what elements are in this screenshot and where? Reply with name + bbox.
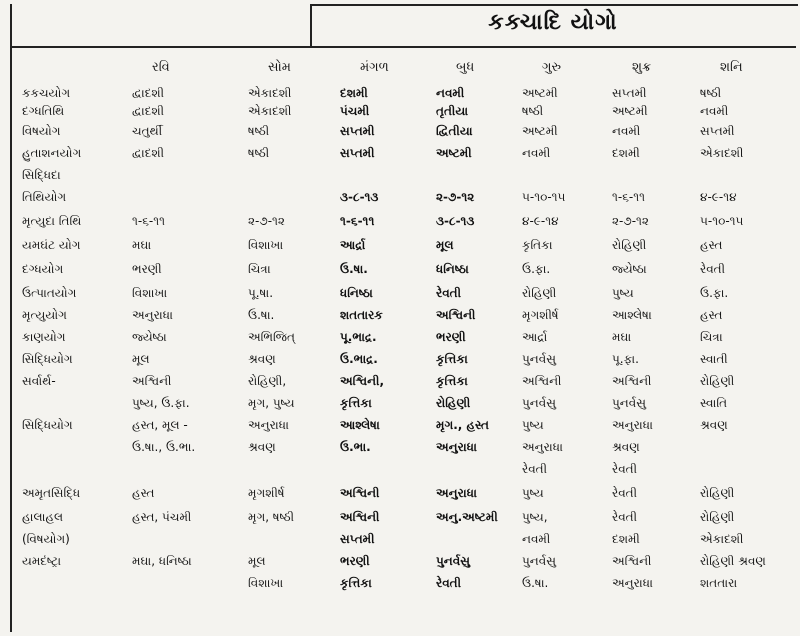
table-cell: મૃગ., હસ્ત bbox=[436, 418, 489, 432]
table-cell: આશ્લેષા bbox=[612, 308, 652, 322]
row-label: તિથિયોગ bbox=[22, 190, 67, 204]
table-cell: નવમી bbox=[522, 532, 551, 546]
table-cell: અશ્વિની bbox=[436, 308, 476, 322]
table-cell: સપ્તમી bbox=[340, 532, 375, 546]
table-cell: અનુરાધા bbox=[436, 440, 477, 454]
table-cell: નવમી bbox=[436, 86, 465, 100]
table-cell: અનુરાધા bbox=[612, 418, 653, 432]
row-label: અમૃતસિદ્ધિ bbox=[22, 486, 81, 500]
row-label: સિદ્ધિયોગ bbox=[22, 352, 73, 366]
table-cell: અશ્વિની bbox=[612, 374, 652, 388]
table-cell: હસ્ત bbox=[700, 308, 723, 322]
row-label: (વિષયોગ) bbox=[22, 532, 70, 546]
table-cell: પુનર્વસુ bbox=[436, 554, 470, 568]
table-cell: પૂ.ભાદ્ર. bbox=[340, 330, 377, 344]
table-cell: ૧-૬-૧૧ bbox=[132, 214, 166, 228]
table-cell: શતતારક bbox=[340, 308, 383, 322]
row-label: મૃત્યુદા તિથિ bbox=[22, 214, 82, 228]
table-cell: રેવતી bbox=[700, 262, 726, 276]
table-cell: દશમી bbox=[612, 532, 640, 546]
table-cell: એકાદશી bbox=[700, 146, 744, 160]
table-cell: સપ્તમી bbox=[612, 86, 647, 100]
table-cell: રોહિણી bbox=[700, 486, 735, 500]
table-cell: નવમી bbox=[612, 124, 641, 138]
table-cell: પુનર્વસુ bbox=[612, 396, 646, 410]
table-cell: અનુરાધા bbox=[612, 576, 653, 590]
table-cell: દ્વાદશી bbox=[132, 86, 165, 100]
row-label: હાલાહલ bbox=[22, 510, 64, 524]
table-cell: અનુરાધા bbox=[522, 440, 563, 454]
table-cell: એકાદશી bbox=[700, 532, 744, 546]
row-label: સર્વાર્થ- bbox=[22, 374, 56, 388]
table-cell: ચિત્રા bbox=[248, 262, 271, 276]
table-cell: રોહિણી bbox=[700, 374, 735, 388]
row-label: હુતાશનયોગ bbox=[22, 146, 82, 160]
table-cell: મઘા bbox=[612, 330, 632, 344]
row-label: સિદ્ધિદા bbox=[22, 168, 61, 182]
table-cell: તૃતીયા bbox=[436, 104, 469, 118]
table-cell: રોહિણી bbox=[436, 396, 471, 410]
table-cell: રોહિણી શ્રવણ bbox=[700, 554, 766, 568]
table-cell: અષ્ટમી bbox=[522, 124, 558, 138]
row-label: યમદંષ્ટ્રા bbox=[22, 554, 62, 568]
column-header-6: શનિ bbox=[720, 60, 743, 75]
page-title: કક્ચાદિ યોગો bbox=[488, 10, 618, 35]
table-cell: હસ્ત bbox=[700, 238, 723, 252]
table-cell: ઉ.ભા. bbox=[340, 440, 371, 454]
table-cell: મૂલ bbox=[436, 238, 454, 252]
column-header-4: ગુરુ bbox=[542, 60, 562, 75]
table-cell: મૃગ, પુષ્ય bbox=[248, 396, 295, 410]
table-cell: અશ્વિની bbox=[340, 510, 380, 524]
table-cell: નવમી bbox=[522, 146, 551, 160]
table-cell: ૪-૯-૧૪ bbox=[700, 190, 737, 204]
table-cell: રેવતી bbox=[522, 462, 548, 476]
table-cell: ૧-૬-૧૧ bbox=[340, 214, 375, 228]
table-cell: ષષ્ઠી bbox=[522, 104, 544, 118]
table-cell: ૩-૮-૧૩ bbox=[436, 214, 475, 228]
table-cell: ઉ.ફા. bbox=[700, 286, 729, 300]
table-cell: અશ્વિની bbox=[340, 486, 380, 500]
column-header-1: સોમ bbox=[268, 60, 291, 75]
table-cell: વિશાખા bbox=[132, 286, 168, 300]
table-cell: શ્રવણ bbox=[612, 440, 640, 454]
column-header-2: મંગળ bbox=[360, 60, 389, 75]
row-label: દગ્ધયોગ bbox=[22, 262, 64, 276]
table-cell: પુષ્ય, bbox=[522, 510, 548, 524]
table-cell: કૃત્તિકા bbox=[436, 374, 468, 388]
table-cell: અષ્ટમી bbox=[522, 86, 558, 100]
table-cell: મૃગશીર્ષ bbox=[522, 308, 559, 322]
table-cell: આર્દ્રા bbox=[340, 238, 366, 252]
table-cell: આર્દ્રા bbox=[522, 330, 548, 344]
row-label: વિષયોગ bbox=[22, 124, 61, 138]
table-cell: ઉ.ષા. bbox=[522, 576, 549, 590]
table-cell: પુષ્ય bbox=[522, 418, 544, 432]
table-cell: મઘા bbox=[132, 238, 152, 252]
table-cell: અનુરાધા bbox=[132, 308, 173, 322]
table-cell: રેવતી bbox=[612, 462, 638, 476]
table-cell: અશ્વિની bbox=[132, 374, 172, 388]
row-label: યમઘંટ યોગ bbox=[22, 238, 81, 252]
table-cell: હસ્ત, મૂલ - bbox=[132, 418, 188, 432]
table-cell: વિશાખા bbox=[248, 238, 284, 252]
table-cell: દશમી bbox=[612, 146, 640, 160]
table-cell: શ્રવણ bbox=[248, 352, 276, 366]
table-cell: શતતારા bbox=[700, 576, 738, 590]
table-cell: સ્વાતિ bbox=[700, 396, 728, 410]
table-cell: અનુરાધા bbox=[436, 486, 477, 500]
table-cell: પુષ્ય bbox=[612, 286, 634, 300]
table-cell: અશ્વિની bbox=[522, 374, 562, 388]
table-cell: રેવતી bbox=[612, 510, 638, 524]
table-cell: ધનિષ્ઠા bbox=[436, 262, 469, 276]
row-label: સિદ્ધિયોગ bbox=[22, 418, 73, 432]
table-cell: અશ્વિની, bbox=[340, 374, 385, 388]
table-cell: ભરણી bbox=[132, 262, 162, 276]
table-cell: પૂ.ફા. bbox=[612, 352, 639, 366]
table-cell: અષ્ટમી bbox=[612, 104, 648, 118]
table-cell: ૪-૯-૧૪ bbox=[522, 214, 559, 228]
table-cell: વિશાખા bbox=[248, 576, 284, 590]
table-cell: કૃતિકા bbox=[522, 238, 553, 252]
table-cell: ૫-૧૦-૧૫ bbox=[700, 214, 744, 228]
table-cell: એકાદશી bbox=[248, 104, 292, 118]
table-cell: અનુ.અષ્ટમી bbox=[436, 510, 498, 524]
table-cell: ઉ.ષા. bbox=[340, 262, 368, 276]
table-cell: એકાદશી bbox=[248, 86, 292, 100]
table-cell: અષ્ટમી bbox=[436, 146, 472, 160]
table-cell: ૫-૧૦-૧૫ bbox=[522, 190, 566, 204]
table-cell: ષષ્ઠી bbox=[700, 86, 722, 100]
table-cell: સ્વાતી bbox=[700, 352, 728, 366]
row-label: કકચયોગ bbox=[22, 86, 71, 100]
table-cell: ૧-૬-૧૧ bbox=[612, 190, 646, 204]
table-cell: ઉ.ષા. bbox=[248, 308, 275, 322]
table-cell: હસ્ત bbox=[132, 486, 155, 500]
table-cell: કૃત્તિકા bbox=[340, 576, 372, 590]
table-cell: અનુરાધા bbox=[248, 418, 289, 432]
table-cell: કૃત્તિકા bbox=[436, 352, 468, 366]
table-cell: પુનર્વસુ bbox=[522, 396, 556, 410]
column-header-5: શુક્ર bbox=[632, 60, 652, 75]
table-cell: હસ્ત, પંચમી bbox=[132, 510, 192, 524]
column-header-3: બુધ bbox=[456, 60, 475, 75]
table-cell: ષષ્ઠી bbox=[248, 146, 270, 160]
table-cell: મૂલ bbox=[248, 554, 266, 568]
table-cell: જ્યેષ્ઠા bbox=[132, 330, 167, 344]
table-cell: રેવતી bbox=[436, 286, 462, 300]
table-cell: ૨-૭-૧૨ bbox=[612, 214, 649, 228]
table-cell: દશમી bbox=[340, 86, 368, 100]
table-cell: ઉ.ફા. bbox=[522, 262, 551, 276]
table-cell: ભરણી bbox=[436, 330, 466, 344]
table-cell: ચતુર્થી bbox=[132, 124, 163, 138]
table-cell: પૂ.ષા. bbox=[248, 286, 274, 300]
table-cell: પુષ્ય, ઉ.ફા. bbox=[132, 396, 190, 410]
row-label: ઉત્પાતયોગ bbox=[22, 286, 77, 300]
table-cell: પુનર્વસુ bbox=[522, 554, 556, 568]
header-rule bbox=[10, 46, 796, 48]
table-cell: આશ્લેષા bbox=[340, 418, 380, 432]
table-cell: સપ્તમી bbox=[700, 124, 735, 138]
table-cell: જ્યેષ્ઠા bbox=[612, 262, 647, 276]
table-cell: શ્રવણ bbox=[248, 440, 276, 454]
row-label: દગ્ધતિથિ bbox=[22, 104, 65, 118]
row-label: મૃત્યુયોગ bbox=[22, 308, 67, 322]
table-cell: અશ્વિની bbox=[612, 554, 652, 568]
table-cell: રેવતી bbox=[436, 576, 462, 590]
table-cell: પુષ્ય bbox=[522, 486, 544, 500]
table-cell: ઉ.ભાદ્ર. bbox=[340, 352, 378, 366]
table-cell: પુનર્વસુ bbox=[522, 352, 556, 366]
table-cell: મૃગશીર્ષ bbox=[248, 486, 285, 500]
table-cell: રોહિણી bbox=[522, 286, 557, 300]
table-cell: કૃત્તિકા bbox=[340, 396, 372, 410]
table-cell: નવમી bbox=[700, 104, 729, 118]
table-cell: ઉ.ષા., ઉ.ભા. bbox=[132, 440, 196, 454]
row-label: કાણયોગ bbox=[22, 330, 66, 344]
table-cell: દ્વાદશી bbox=[132, 104, 165, 118]
table-cell: મઘા, ધનિષ્ઠા bbox=[132, 554, 192, 568]
table-cell: ભરણી bbox=[340, 554, 370, 568]
column-header-0: રવિ bbox=[152, 60, 170, 75]
table-cell: ષષ્ઠી bbox=[248, 124, 270, 138]
table-cell: દ્વાદશી bbox=[132, 146, 165, 160]
table-frame bbox=[10, 4, 792, 632]
table-cell: શ્રવણ bbox=[700, 418, 728, 432]
table-cell: દ્વિતીયા bbox=[436, 124, 473, 138]
table-cell: પંચમી bbox=[340, 104, 370, 118]
table-cell: ૩-૮-૧૩ bbox=[340, 190, 379, 204]
table-cell: રેવતી bbox=[612, 486, 638, 500]
table-cell: મૃગ, ષષ્ઠી bbox=[248, 510, 295, 524]
table-cell: રોહિણી bbox=[700, 510, 735, 524]
table-cell: ૨-૭-૧૨ bbox=[248, 214, 285, 228]
table-cell: ચિત્રા bbox=[700, 330, 723, 344]
table-cell: રોહિણી bbox=[612, 238, 647, 252]
table-cell: અભિજિત્ bbox=[248, 330, 295, 344]
table-cell: મૂલ bbox=[132, 352, 150, 366]
table-cell: સપ્તમી bbox=[340, 124, 375, 138]
table-cell: ધનિષ્ઠા bbox=[340, 286, 373, 300]
table-cell: રોહિણી, bbox=[248, 374, 287, 388]
table-cell: સપ્તમી bbox=[340, 146, 375, 160]
table-cell: ૨-૭-૧૨ bbox=[436, 190, 475, 204]
